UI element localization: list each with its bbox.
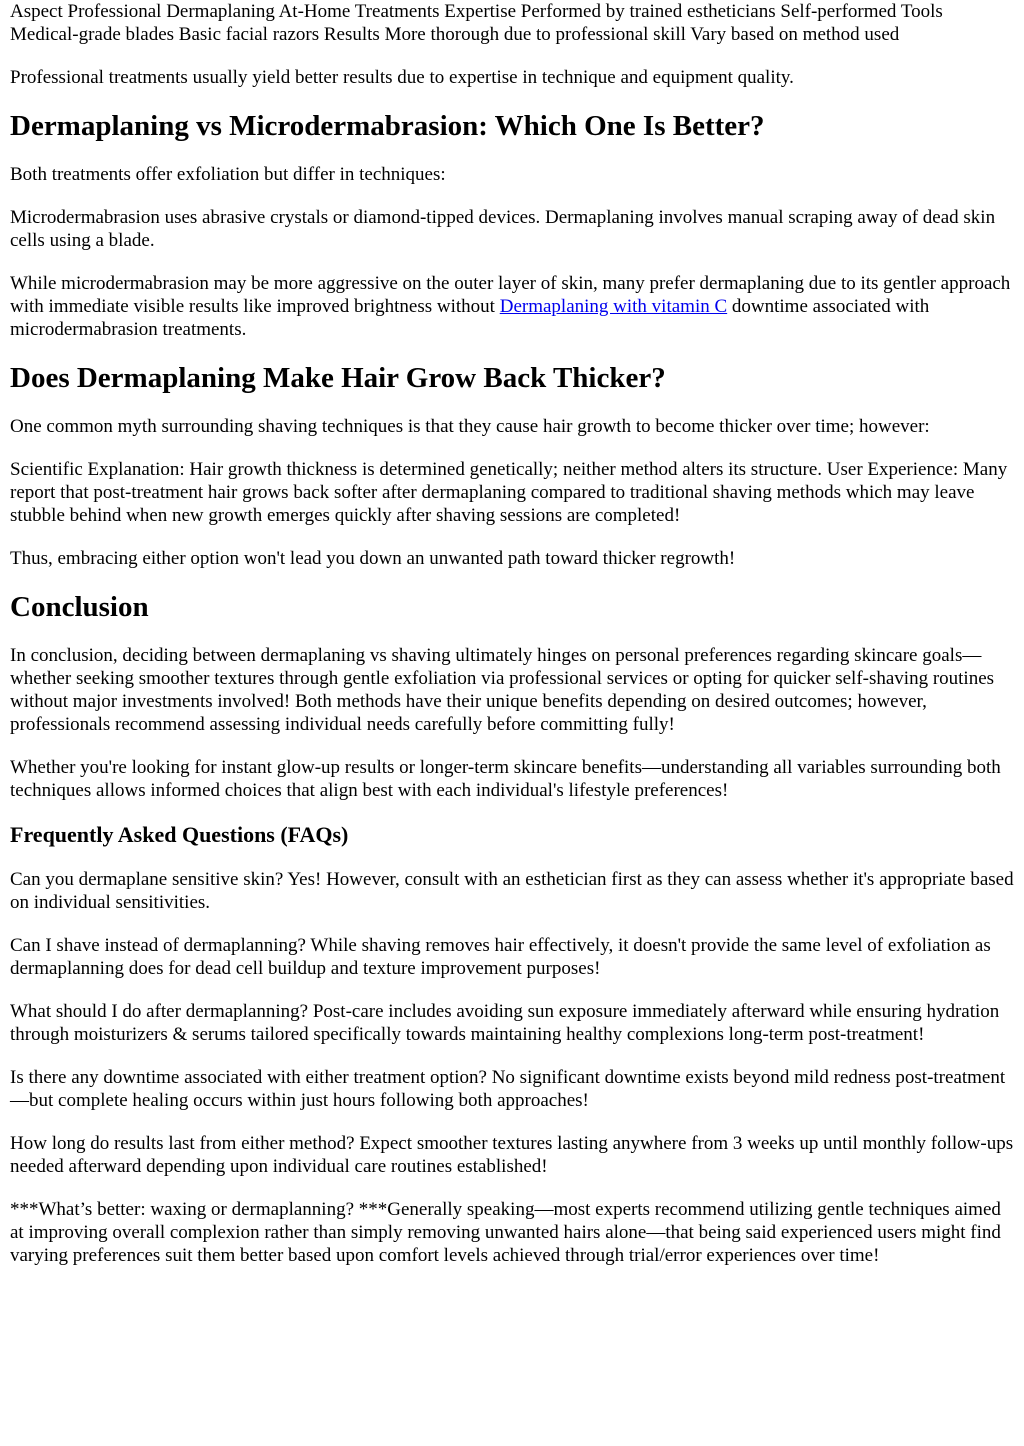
paragraph: One common myth surrounding shaving techniques is that they cause hair growth to become thicker over time; however: <box>10 416 930 437</box>
summary-paragraph: Professional treatments usually yield better results due to expertise in technique and equipment quality. <box>10 67 794 88</box>
paragraph: Microdermabrasion uses abrasive crystals or diamond-tipped devices. Dermaplaning involves manual scraping away of dead skin cells using a blade. <box>10 207 996 251</box>
paragraph: Both treatments offer exfoliation but differ in techniques: <box>10 164 446 185</box>
faq-item: Is there any downtime associated with either treatment option? No significant downtime exists beyond mild redness post-treatment—but complete healing occurs within just hours following both approaches! <box>10 1067 1006 1111</box>
dermaplaning-vitamin-c-link[interactable]: Dermaplaning with vitamin C <box>499 296 728 317</box>
heading-hair-growth: Does Dermaplaning Make Hair Grow Back Thicker? <box>10 362 666 394</box>
heading-microdermabrasion: Dermaplaning vs Microdermabrasion: Which One Is Better? <box>10 110 765 142</box>
comparison-table-text: Aspect Professional Dermaplaning At-Home Treatments Expertise Performed by trained estheticians Self-performed Tools Medical-grade blades Basic facial razors Results More thorough due to professional skill Vary based on method used <box>10 1 943 45</box>
paragraph: Scientific Explanation: Hair growth thickness is determined genetically; neither method alters its structure. User Experience: Many report that post-treatment hair grows back softer after dermaplaning compared to traditional shaving methods which may leave stubble behind when new growth emerges quickly after shaving sessions are completed! <box>10 459 1008 526</box>
heading-conclusion: Conclusion <box>10 591 149 623</box>
heading-faqs: Frequently Asked Questions (FAQs) <box>10 822 349 847</box>
faq-item: How long do results last from either method? Expect smoother textures lasting anywhere from 3 weeks up until monthly follow-ups needed afterward depending upon individual care routines established! <box>10 1133 1014 1177</box>
paragraph: Thus, embracing either option won't lead you down an unwanted path toward thicker regrowth! <box>10 548 736 569</box>
faq-item: Can you dermaplane sensitive skin? Yes! However, consult with an esthetician first as they can assess whether it's appropriate based on individual sensitivities. <box>10 869 1014 913</box>
faq-item: Can I shave instead of dermaplanning? While shaving removes hair effectively, it doesn't provide the same level of exfoliation as dermaplanning does for dead cell buildup and texture improvement purposes! <box>10 935 991 979</box>
paragraph-with-link <box>10 272 1014 341</box>
paragraph-text: While microdermabrasion may be more aggressive on the outer layer of skin, many prefer dermaplaning due to its gentler approach with immediate visible results like improved brightness without <box>10 273 1011 317</box>
paragraph-text: downtime associated with microdermabrasion treatments. <box>10 296 930 340</box>
paragraph: In conclusion, deciding between dermaplaning vs shaving ultimately hinges on personal preferences regarding skincare goals—whether seeking smoother textures through gentle exfoliation via professional services or opting for quicker self-shaving routines without major investments involved! Both methods have their unique benefits depending on desired outcomes; however, professionals recommend assessing individual needs carefully before committing fully! <box>10 645 995 735</box>
faq-item: What should I do after dermaplanning? Post-care includes avoiding sun exposure immediately afterward while ensuring hydration through moisturizers & serums tailored specifically towards maintaining healthy complexions long-term post-treatment! <box>10 1001 1000 1045</box>
faq-item: ***What’s better: waxing or dermaplanning? ***Generally speaking—most experts recommend utilizing gentle techniques aimed at improving overall complexion rather than simply removing unwanted hairs alone—that being said experienced users might find varying preferences suit them better based upon comfort levels achieved through trial/error experiences over time! <box>10 1199 1001 1266</box>
paragraph: Whether you're looking for instant glow-up results or longer-term skincare benefits—understanding all variables surrounding both techniques allows informed choices that align best with each individual's lifestyle preferences! <box>10 757 1001 801</box>
